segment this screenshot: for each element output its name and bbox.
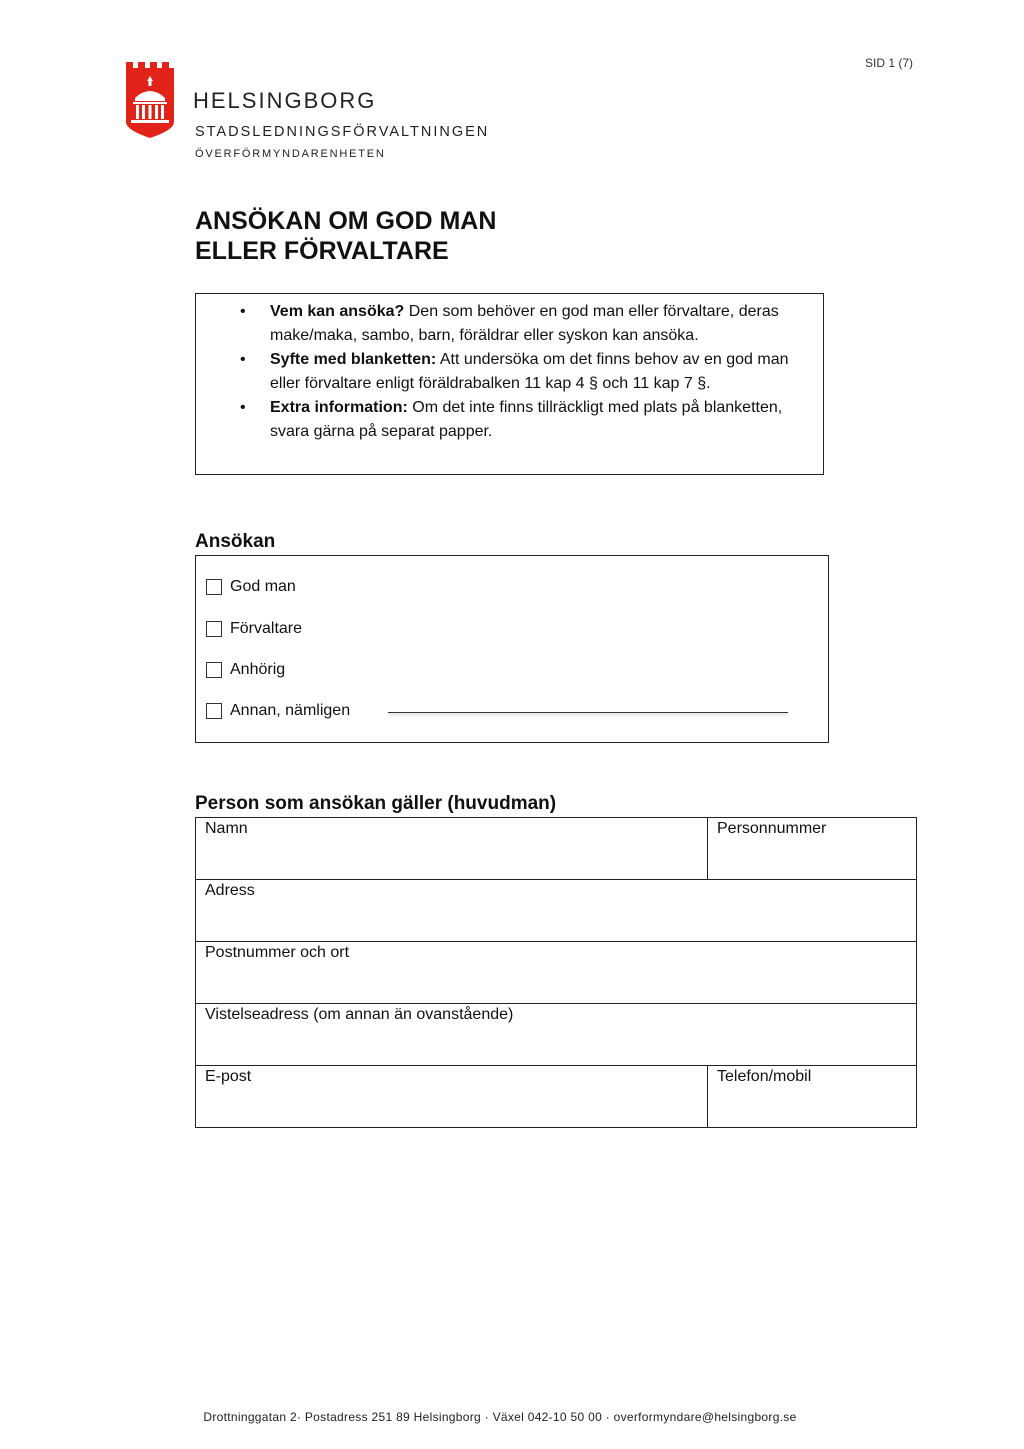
application-heading: Ansökan (195, 531, 276, 552)
option-label: God man (230, 578, 296, 595)
bullet-icon: • (240, 351, 246, 368)
option-label: Anhörig (230, 661, 286, 678)
page-number: SID 1 (7) (864, 56, 913, 70)
option-label: Förvaltare (230, 620, 303, 637)
info-text: Att undersöka om det finns behov av en god man eller förvaltare enligt föräldrabalken 11 kap 4 § och 11 kap 7 §. (270, 351, 789, 392)
option-label: Annan, nämligen (230, 702, 351, 719)
ssn-field[interactable]: Personnummer (708, 818, 917, 880)
info-text: Om det inte finns tillräckligt med plats på blanketten, svara gärna på separat papper. (270, 399, 783, 440)
info-label: Extra information: (270, 399, 408, 416)
footer-contact: Drottninggatan 2· Postadress 251 89 Helsingborg · Växel 042-10 50 00 · overformyndare@helsingborg.se (203, 1410, 797, 1424)
unit-name: ÖVERFÖRMYNDARENHETEN (195, 148, 386, 160)
info-list (196, 294, 823, 444)
department-name: STADSLEDNINGSFÖRVALTNINGEN (195, 124, 490, 140)
god-man-checkbox[interactable] (206, 579, 222, 595)
option-forvaltare[interactable] (206, 620, 302, 638)
annan-checkbox[interactable] (206, 703, 222, 719)
info-label: Syfte med blanketten: (270, 351, 437, 368)
info-item (240, 300, 823, 348)
name-field[interactable]: Namn (196, 818, 708, 880)
bullet-icon: • (240, 303, 246, 320)
person-heading: Person som ansökan gäller (huvudman) (195, 793, 557, 814)
person-table (195, 817, 917, 1128)
postal-field[interactable]: Postnummer och ort (196, 942, 917, 1004)
info-item (240, 348, 823, 396)
info-text: Den som behöver en god man eller förvaltare, deras make/maka, sambo, barn, föräldrar eller syskon kan ansöka. (270, 303, 779, 344)
email-field[interactable]: E-post (196, 1066, 708, 1128)
application-box (195, 555, 829, 743)
option-anhorig[interactable] (206, 661, 285, 679)
option-annan[interactable] (206, 702, 350, 720)
helsingborg-crest-icon (125, 62, 175, 138)
brand-name: HELSINGBORG (193, 88, 377, 113)
info-box (195, 293, 824, 475)
bullet-icon: • (240, 399, 246, 416)
title-line-2: ELLER FÖRVALTARE (195, 237, 449, 265)
info-label: Vem kan ansöka? (270, 303, 405, 320)
address-field[interactable]: Adress (196, 880, 917, 942)
anhorig-checkbox[interactable] (206, 662, 222, 678)
forvaltare-checkbox[interactable] (206, 621, 222, 637)
residence-field[interactable]: Vistelseadress (om annan än ovanstående) (196, 1004, 917, 1066)
annan-specify-line[interactable] (388, 712, 788, 713)
option-god-man[interactable] (206, 578, 296, 596)
page-title (195, 206, 496, 266)
title-line-1: ANSÖKAN OM GOD MAN (195, 207, 497, 235)
info-item (240, 396, 823, 444)
phone-field[interactable]: Telefon/mobil (708, 1066, 917, 1128)
